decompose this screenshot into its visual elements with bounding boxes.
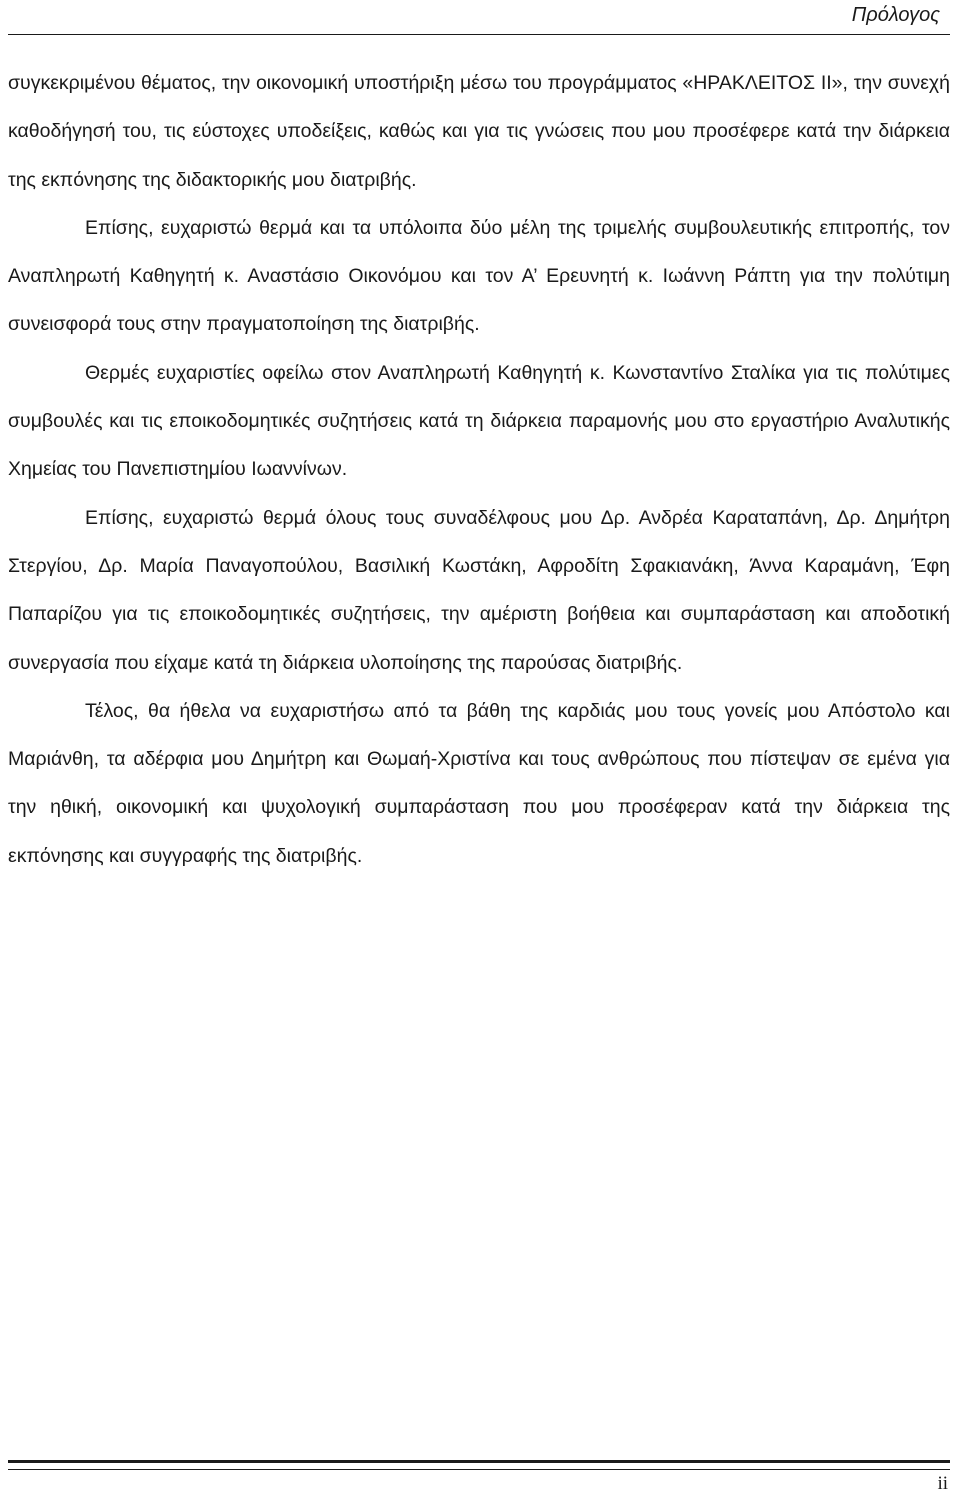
paragraph-family-thanks: Τέλος, θα ήθελα να ευχαριστήσω από τα βάθη της καρδιάς μου τους γονείς μου Απόστολο και Μαριάνθη, τα αδέρφια μου Δημήτρη και Θωμαή-Χριστίνα και τους ανθρώπους που πίστεψαν σε εμένα για την ηθική, οικονομική και ψυχολογική συμπαράσταση που μου προσέφεραν κατά την διάρκεια της εκπόνησης και συγγραφής της διατριβής. [8, 699, 950, 867]
running-header-title: Πρόλογος [851, 4, 940, 26]
paragraph-colleagues-thanks: Επίσης, ευχαριστώ θερμά όλους τους συναδέλφους μου Δρ. Ανδρέα Καραταπάνη, Δρ. Δημήτρη Στεργίου, Δρ. Μαρία Παναγοπούλου, Βασιλική Κωστάκη, Αφροδίτη Σφακιανάκη, Άννα Καραμάνη, Έφη Παπαρίζου για τις εποικοδομητικές συζητήσεις, την αμέριστη βοήθεια και συμπαράσταση και αποδοτική συνεργασία που είχαμε κατά τη διάρκεια υλοποίησης της παρούσας διατριβής. [8, 506, 950, 674]
paragraph-committee-thanks: Επίσης, ευχαριστώ θερμά και τα υπόλοιπα δύο μέλη της τριμελής συμβουλευτικής επιτροπής, τον Αναπληρωτή Καθηγητή κ. Αναστάσιο Οικονόμου και τον Α’ Ερευνητή κ. Ιωάννη Ράπτη για την πολύτιμη συνεισφορά τους στην πραγματοποίηση της διατριβής. [8, 216, 950, 336]
paragraph-funding-continuation: συγκεκριμένου θέματος, την οικονομική υποστήριξη μέσω του προγράμματος «ΗΡΑΚΛΕΙΤΟΣ ΙΙ», την συνεχή καθοδήγησή του, τις εύστοχες υποδείξεις, καθώς και για τις γνώσεις που μου προσέφερε κατά την διάρκεια της εκπόνησης της διδακτορικής μου διατριβής. [8, 72, 950, 191]
footer-double-rule [8, 1460, 950, 1470]
document-body [8, 59, 950, 880]
paragraph-stalikas-thanks: Θερμές ευχαριστίες οφείλω στον Αναπληρωτή Καθηγητή κ. Κωνσταντίνο Σταλίκα για τις πολύτιμες συμβουλές και τις εποικοδομητικές συζητήσεις κατά τη διάρκεια παραμονής μου στο εργαστήριο Αναλυτικής Χημείας του Πανεπιστημίου Ιωαννίνων. [8, 361, 950, 481]
page-header [8, 0, 950, 35]
page-number: ii [937, 1473, 948, 1494]
